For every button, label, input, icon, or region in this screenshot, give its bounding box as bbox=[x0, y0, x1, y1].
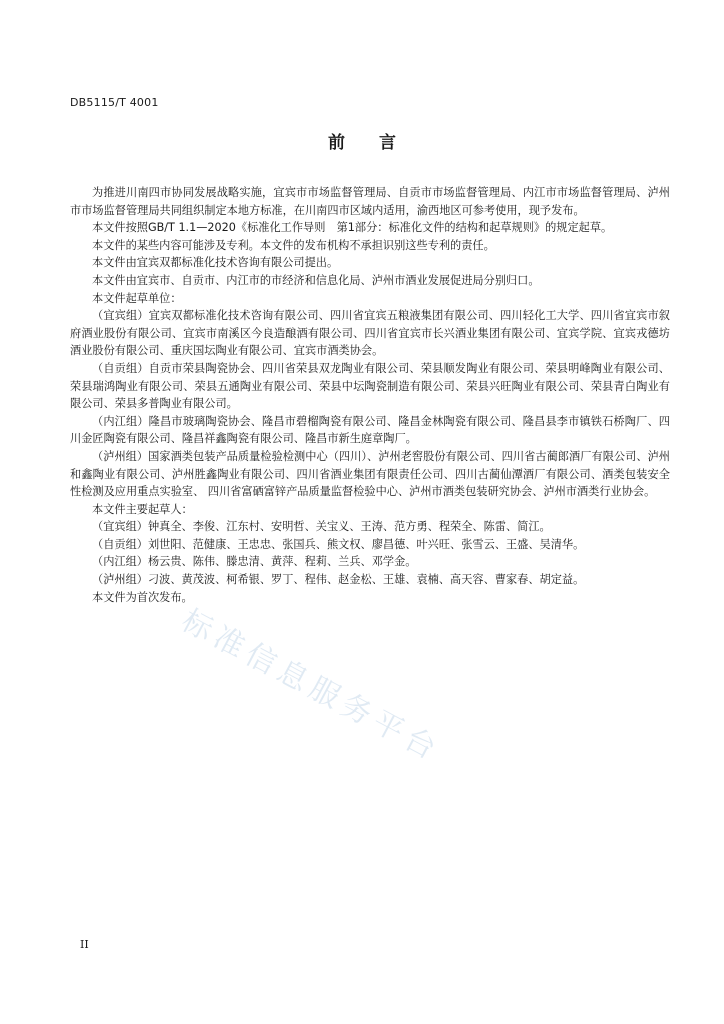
paragraph: 本文件为首次发布。 bbox=[92, 590, 193, 604]
paragraph: 本文件起草单位： bbox=[92, 291, 182, 305]
paragraph: 本文件由宜宾市、自贡市、内江市的市经济和信息化局、泸州市酒业发展促进局分别归口。 bbox=[92, 273, 540, 287]
paragraph: 本文件的某些内容可能涉及专利。本文件的发布机构不承担识别这些专利的责任。 bbox=[92, 238, 495, 252]
paragraph: （泸州组）国家酒类包装产品质量检验检测中心（四川）、泸州老窖股份有限公司、四川省古蔺郎酒厂有限公司、泸州和鑫陶业有限公司、泸州胜鑫陶业有限公司、四川省酒业集团有限责任公司、四川古蔺仙潭酒厂有限公司、酒类包装安全性检测及应用重点实验室、 四川省富硒富锌产品质量监督检验中心、泸州市酒类包装研究协会、泸州市酒类行业协会。 bbox=[70, 449, 670, 499]
paragraph: （自贡组）刘世阳、范健康、王忠忠、张国兵、熊文权、廖昌德、叶兴旺、张雪云、王盛、吴清华。 bbox=[92, 537, 585, 551]
standard-code: DB5115/T 4001 bbox=[70, 96, 159, 109]
paragraph: 本文件主要起草人： bbox=[92, 502, 193, 516]
paragraph: 为推进川南四市协同发展战略实施，宜宾市市场监督管理局、自贡市市场监督管理局、内江市市场监督管理局、泸州市市场监督管理局共同组织制定本地方标准，在川南四市区域内适用，渝西地区可参考使用，现予发布。 bbox=[70, 186, 670, 217]
paragraph: （宜宾组）钟真全、李俊、江东村、安明哲、关宝义、王涛、范方勇、程荣全、陈雷、简江。 bbox=[92, 520, 551, 534]
page-title: 前言 bbox=[328, 133, 430, 153]
foreword-body bbox=[70, 184, 670, 606]
paragraph: （宜宾组）宜宾双都标准化技术咨询有限公司、四川省宜宾五粮液集团有限公司、四川轻化工大学、四川省宜宾市叙府酒业股份有限公司、宜宾市南溪区今良造酿酒有限公司、四川省宜宾市长兴酒业集团有限公司、宜宾学院、宜宾戎德坊酒业股份有限公司、重庆国坛陶业有限公司、宜宾市酒类协会。 bbox=[70, 309, 670, 358]
paragraph: 本文件由宜宾双都标准化技术咨询有限公司提出。 bbox=[92, 256, 339, 270]
paragraph: 本文件按照GB/T 1.1—2020《标准化工作导则 第1部分：标准化文件的结构和起草规则》的规定起草。 bbox=[92, 221, 613, 235]
paragraph: （泸州组）刁波、黄茂波、柯希银、罗丁、程伟、赵金松、王雄、袁楠、高天容、曹家春、胡定益。 bbox=[92, 573, 585, 587]
watermark: 标准信息服务平台 bbox=[175, 603, 447, 770]
paragraph: （内江组）杨云贵、陈伟、滕忠清、黄萍、程莉、兰兵、邓学金。 bbox=[92, 555, 417, 569]
paragraph: （内江组）隆昌市玻璃陶瓷协会、隆昌市碧榴陶瓷有限公司、隆昌金林陶瓷有限公司、隆昌县李市镇铁石桥陶厂、四川金匠陶瓷有限公司、隆昌祥鑫陶瓷有限公司、隆昌市新生庭章陶厂。 bbox=[70, 414, 670, 446]
paragraph: （自贡组）自贡市荣县陶瓷协会、四川省荣县双龙陶业有限公司、荣县顺发陶业有限公司、荣县明峰陶业有限公司、荣县瑞鸿陶业有限公司、荣县五通陶业有限公司、荣县中坛陶瓷制造有限公司、荣县兴旺陶业有限公司、荣县青白陶业有限公司、荣县多普陶业有限公司。 bbox=[70, 361, 670, 411]
page-number: II bbox=[80, 938, 89, 951]
